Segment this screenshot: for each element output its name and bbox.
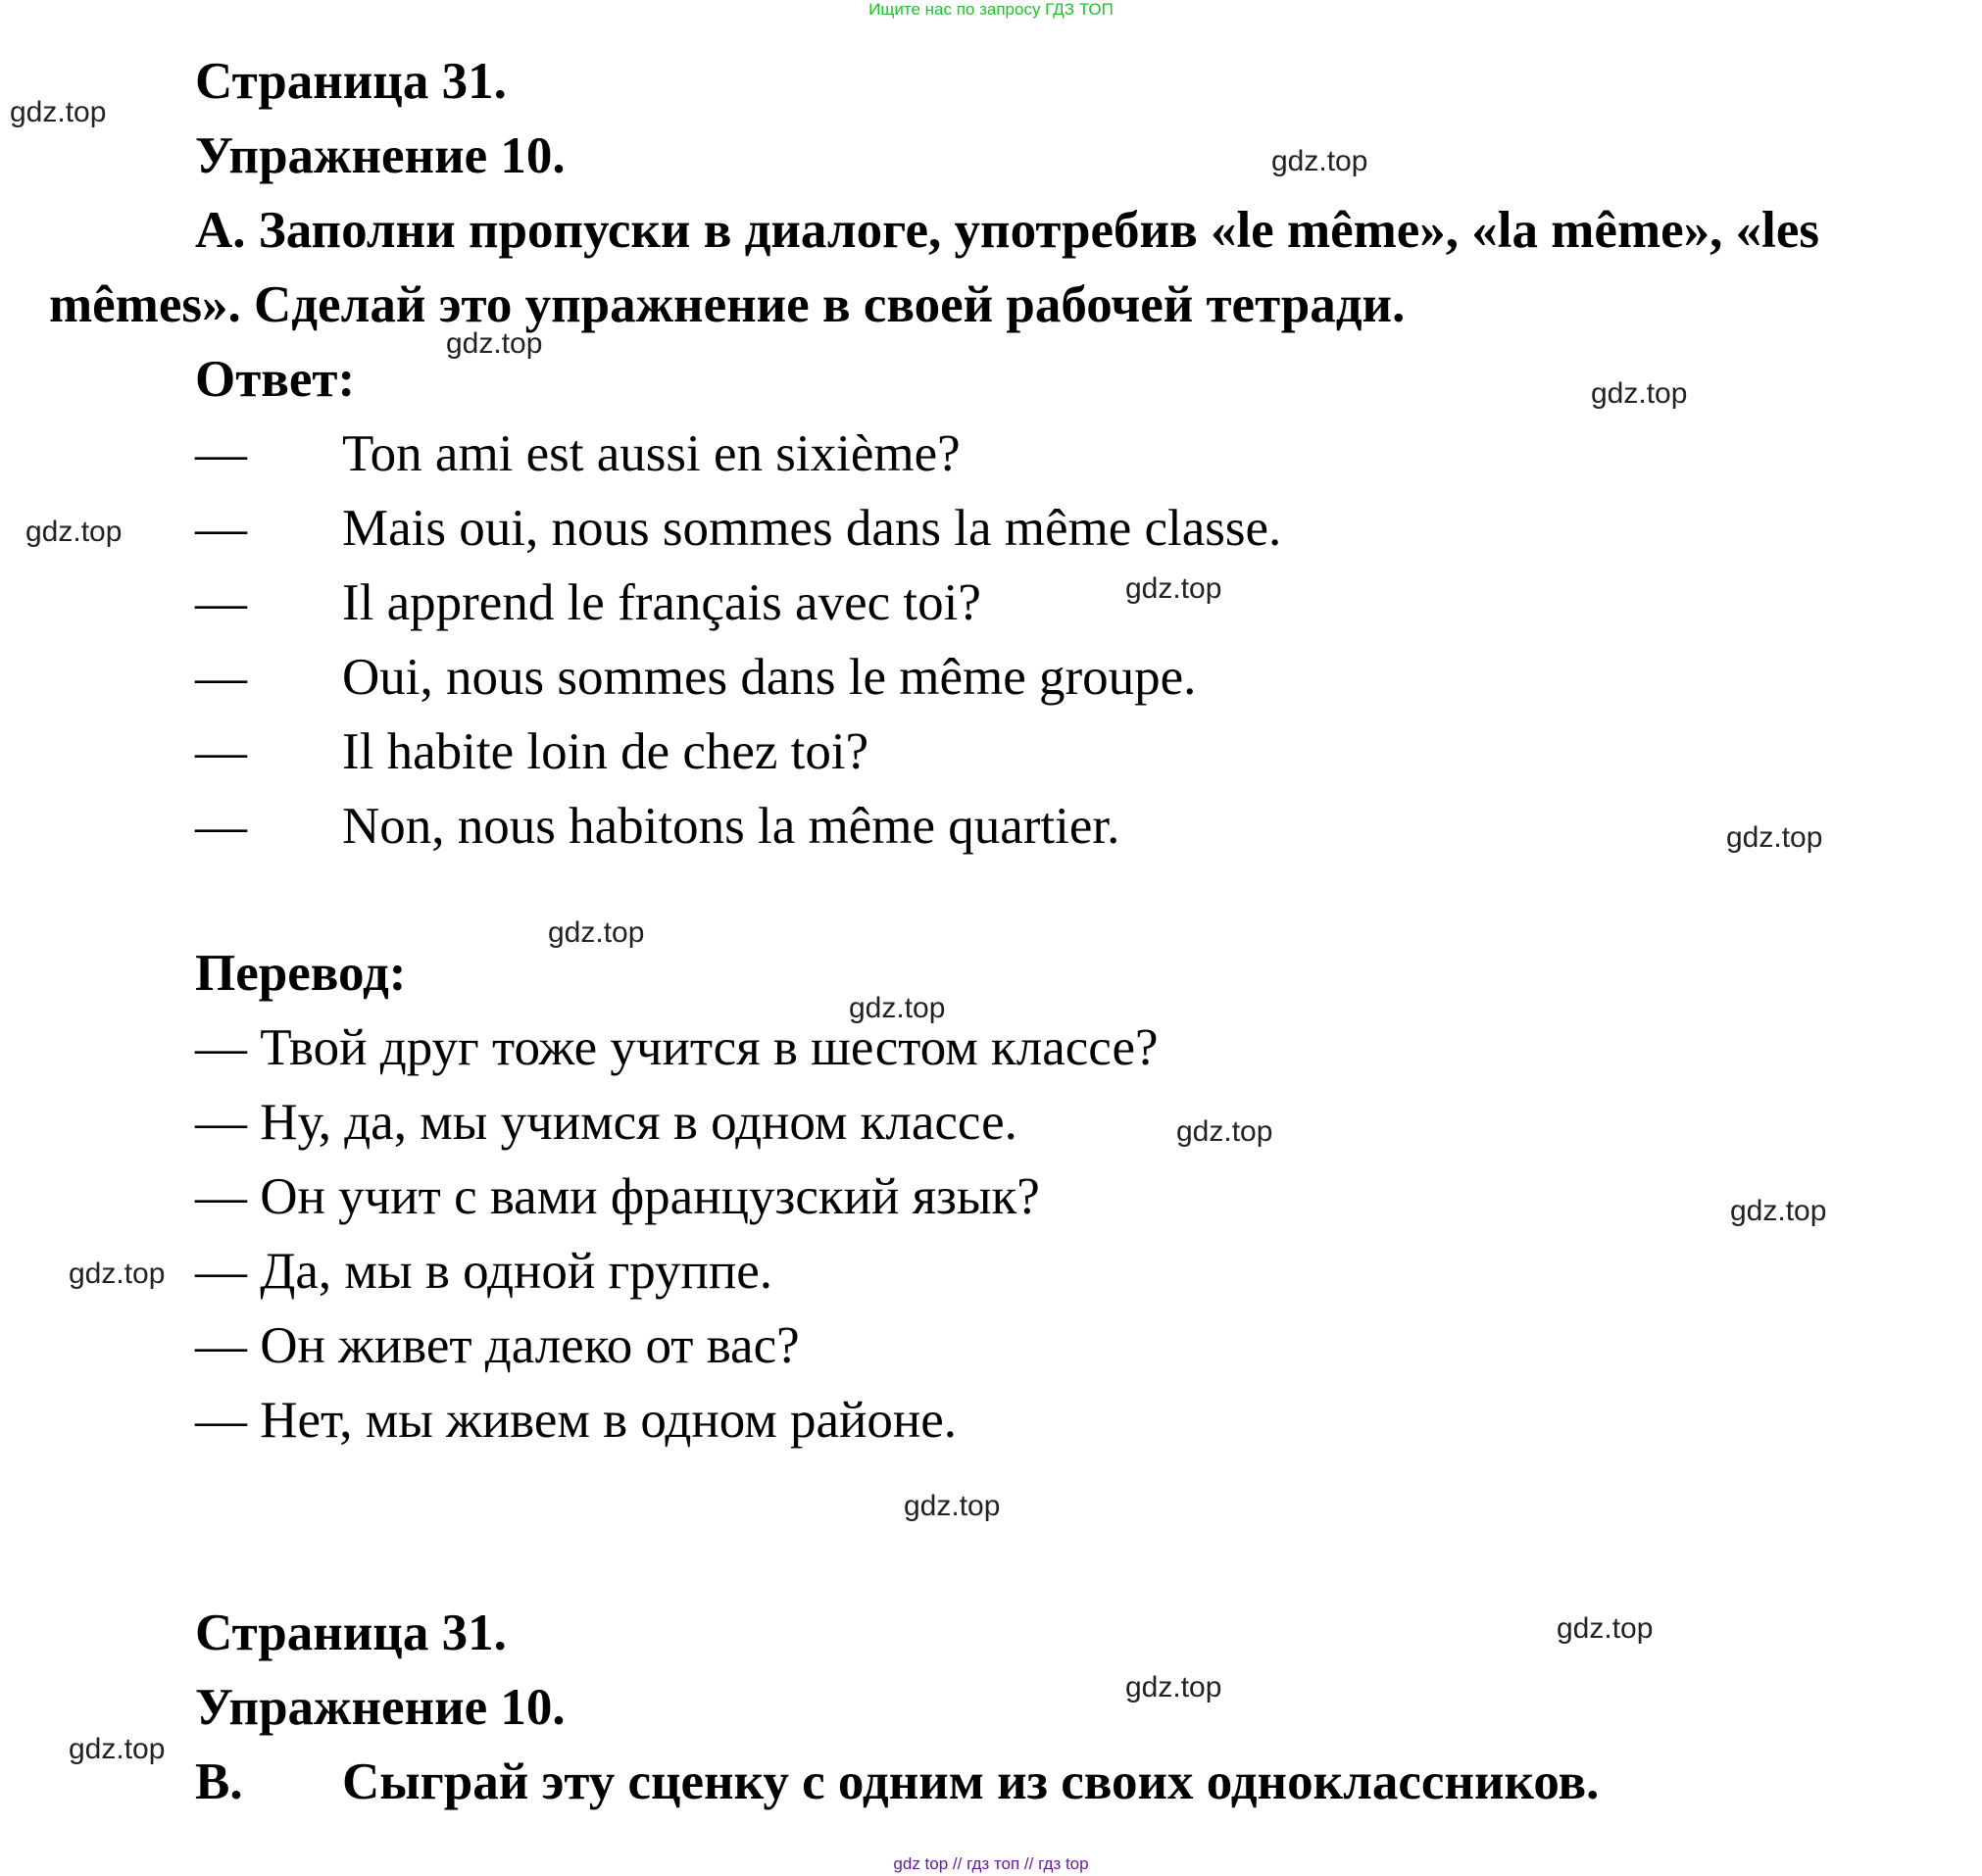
dialogue-dash: — (195, 649, 247, 706)
answer-label: Ответ: (195, 351, 356, 408)
dialogue-line (195, 798, 1120, 855)
dialogue-text: Non, nous habitons la même quartier. (342, 798, 1120, 855)
task-line-1: A. Заполни пропуски в диалоге, употребив «le même», «la même», «les (195, 202, 1820, 259)
footer-links[interactable]: gdz top // гдз топ // гдз top (893, 1854, 1089, 1873)
dialogue-dash: — (195, 574, 247, 631)
dialogue-line (195, 500, 1282, 557)
watermark: gdz.top (10, 96, 107, 128)
dialogue-line (195, 723, 869, 780)
dialogue-text: Oui, nous sommes dans le même groupe. (342, 649, 1197, 706)
exercise-title: Упражнение 10. (195, 127, 566, 184)
watermark: gdz.top (548, 916, 645, 949)
dialogue-dash: — (195, 500, 247, 557)
translation-line: — Он учит с вами французский язык? (195, 1168, 1040, 1225)
translation-line: — Да, мы в одной группе. (195, 1243, 773, 1300)
translation-line: — Нет, мы живем в одном районе. (195, 1392, 958, 1449)
task-b (195, 1753, 1600, 1810)
watermark: gdz.top (1726, 821, 1823, 854)
watermark: gdz.top (1176, 1115, 1273, 1148)
task-b-text: Сыграй эту сценку с одним из своих одноклассников. (342, 1753, 1600, 1810)
dialogue-dash: — (195, 723, 247, 780)
translation-line: — Ну, да, мы учимся в одном классе. (195, 1094, 1017, 1151)
dialogue-line (195, 425, 961, 482)
watermark: gdz.top (446, 327, 543, 360)
watermark: gdz.top (69, 1258, 166, 1290)
translation-line: — Он живет далеко от вас? (195, 1317, 800, 1374)
watermark: gdz.top (1125, 572, 1222, 605)
task-line-2: mêmes». Сделай это упражнение в своей рабочей тетради. (49, 276, 1406, 333)
watermark: gdz.top (1271, 145, 1368, 177)
dialogue-dash: — (195, 798, 247, 855)
watermark: gdz.top (1125, 1671, 1222, 1703)
dialogue-dash: — (195, 425, 247, 482)
dialogue-line (195, 649, 1197, 706)
watermark: gdz.top (69, 1733, 166, 1765)
watermark: gdz.top (1730, 1195, 1827, 1227)
watermark: gdz.top (904, 1490, 1001, 1522)
watermark: gdz.top (25, 516, 123, 548)
dialogue-text: Il apprend le français avec toi? (342, 574, 981, 631)
exercise-title-2: Упражнение 10. (195, 1679, 566, 1736)
translation-line: — Твой друг тоже учится в шестом классе? (195, 1019, 1159, 1076)
dialogue-text: Il habite loin de chez toi? (342, 723, 869, 780)
watermark: gdz.top (1591, 377, 1688, 410)
translation-label: Перевод: (195, 945, 407, 1002)
dialogue-text: Ton ami est aussi en sixième? (342, 425, 961, 482)
dialogue-line (195, 574, 981, 631)
watermark: gdz.top (1557, 1612, 1654, 1645)
watermark: gdz.top (849, 992, 946, 1024)
top-banner[interactable]: Ищите нас по запросу ГДЗ ТОП (868, 0, 1114, 19)
page-title: Страница 31. (195, 53, 507, 110)
page-title-2: Страница 31. (195, 1604, 507, 1661)
task-b-letter: B. (195, 1753, 243, 1810)
dialogue-text: Mais oui, nous sommes dans la même classe. (342, 500, 1282, 557)
